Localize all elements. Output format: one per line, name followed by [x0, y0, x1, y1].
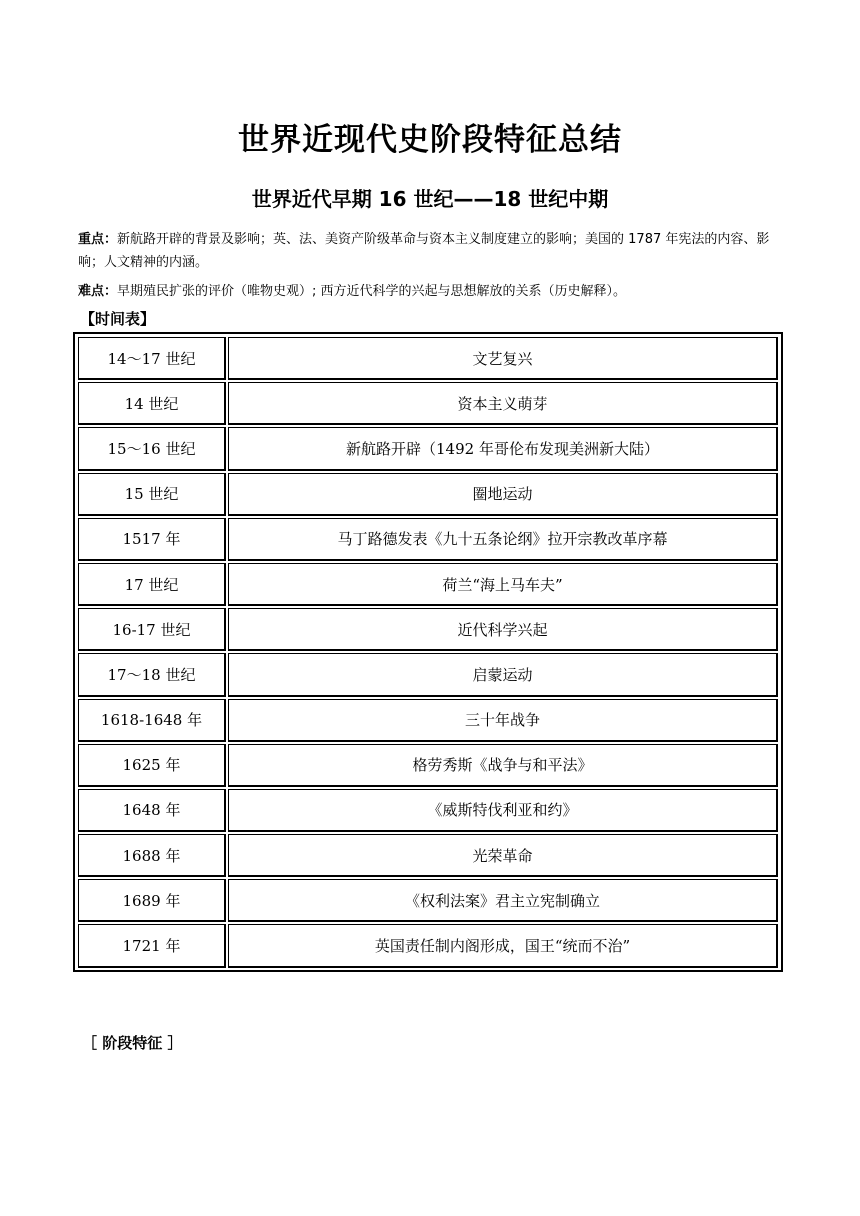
time-cell: 14 世纪 [78, 382, 226, 425]
time-cell: 15 世纪 [78, 473, 226, 516]
stage-features-label: ［ 阶段特征 ］ [82, 1034, 183, 1052]
event-cell: 启蒙运动 [228, 653, 778, 696]
table-row [77, 607, 779, 652]
table-row [77, 833, 779, 878]
table-row [77, 878, 779, 923]
key-points-text: 新航路开辟的背景及影响；英、法、美资产阶级革命与资本主义制度建立的影响；美国的 1787 年宪法的内容、影响；人文精神的内涵。 [78, 232, 770, 270]
table-row [77, 562, 779, 607]
event-cell: 圈地运动 [228, 473, 778, 516]
event-cell: 新航路开辟（1492 年哥伦布发现美洲新大陆） [228, 427, 778, 470]
event-cell: 英国责任制内阁形成，国王“统而不治” [228, 924, 778, 967]
table-row [77, 517, 779, 562]
timeline-table [73, 332, 783, 972]
time-cell: 1625 年 [78, 744, 226, 787]
time-cell: 1688 年 [78, 834, 226, 877]
difficulties-note [78, 280, 790, 303]
time-cell: 1721 年 [78, 924, 226, 967]
time-cell: 1618-1648 年 [78, 699, 226, 742]
time-cell: 1517 年 [78, 518, 226, 561]
event-cell: 光荣革命 [228, 834, 778, 877]
table-row [77, 472, 779, 517]
time-cell: 1689 年 [78, 879, 226, 922]
event-cell: 文艺复兴 [228, 337, 778, 380]
time-cell: 17 世纪 [78, 563, 226, 606]
section-subtitle: 世界近代早期 16 世纪——18 世纪中期 [251, 187, 609, 211]
table-row [77, 381, 779, 426]
event-cell: 近代科学兴起 [228, 608, 778, 651]
event-cell: 荷兰“海上马车夫” [228, 563, 778, 606]
table-row [77, 788, 779, 833]
event-cell: 三十年战争 [228, 699, 778, 742]
key-points-label: 重点： [78, 232, 118, 247]
event-cell: 《权利法案》君主立宪制确立 [228, 879, 778, 922]
table-row [77, 698, 779, 743]
table-row [77, 743, 779, 788]
page-title: 世界近现代史阶段特征总结 [238, 122, 622, 158]
table-row [77, 426, 779, 471]
time-cell: 15～16 世纪 [78, 427, 226, 470]
timeline-label: 【时间表】 [80, 310, 156, 328]
difficulties-label: 难点： [78, 284, 118, 299]
time-cell: 1648 年 [78, 789, 226, 832]
event-cell: 马丁路德发表《九十五条论纲》拉开宗教改革序幕 [228, 518, 778, 561]
time-cell: 16-17 世纪 [78, 608, 226, 651]
time-cell: 14～17 世纪 [78, 337, 226, 380]
table-row [77, 652, 779, 697]
event-cell: 《威斯特伐利亚和约》 [228, 789, 778, 832]
key-points-note [78, 228, 790, 274]
difficulties-text: 早期殖民扩张的评价（唯物史观）; 西方近代科学的兴起与思想解放的关系（历史解释）。 [117, 284, 627, 299]
event-cell: 格劳秀斯《战争与和平法》 [228, 744, 778, 787]
time-cell: 17～18 世纪 [78, 653, 226, 696]
event-cell: 资本主义萌芽 [228, 382, 778, 425]
table-row [77, 336, 779, 381]
table-row [77, 923, 779, 968]
